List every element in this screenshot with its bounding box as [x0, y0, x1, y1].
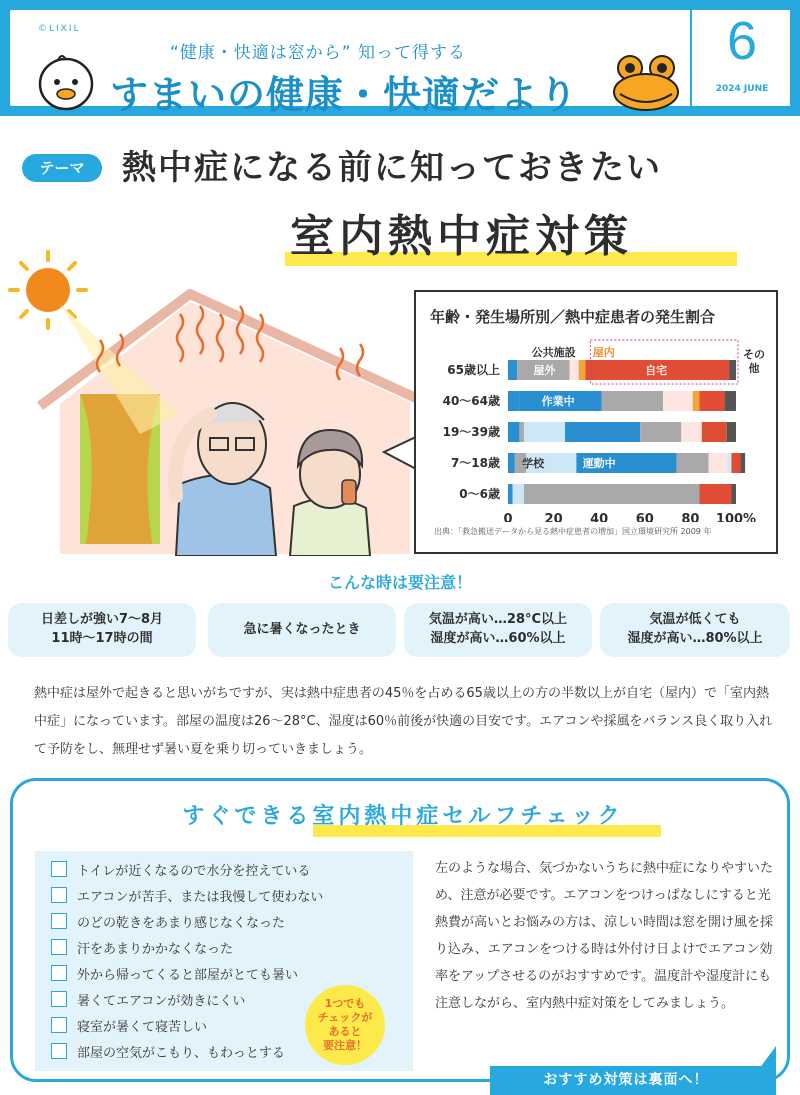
chart-panel — [414, 290, 778, 554]
issue-number: 6 — [726, 11, 758, 71]
bar-segment — [677, 453, 709, 473]
segment-label: 屋内 — [592, 346, 615, 359]
checkbox[interactable] — [51, 1043, 67, 1059]
checkbox[interactable] — [51, 887, 67, 903]
frog-mascot-icon — [610, 54, 682, 112]
checklist-item[interactable] — [51, 1013, 207, 1037]
checklist-item-label: 暑くてエアコンが効きにくい — [77, 993, 246, 1009]
checklist-item[interactable] — [51, 883, 323, 907]
segment-label: 屋外 — [533, 364, 556, 377]
bar-segment — [731, 453, 740, 473]
selfcheck-panel — [10, 778, 790, 1082]
next-page-banner[interactable]: おすすめ対策は裏面へ！ — [490, 1066, 762, 1095]
checklist-item[interactable] — [51, 909, 285, 933]
category-label: 19〜39歳 — [442, 425, 500, 439]
newsletter-title: すまいの健康・快適だより — [110, 73, 579, 117]
heat-illustration — [0, 244, 420, 556]
x-tick-label: 0 — [503, 512, 513, 522]
header — [0, 0, 800, 116]
checkbox[interactable] — [51, 965, 67, 981]
warning-badge: 1つでも チェックが あると 要注意！ — [305, 985, 385, 1065]
bar-segment — [508, 453, 515, 473]
caution-item: 急に暑くなったとき — [208, 603, 396, 657]
checklist-item[interactable] — [51, 1039, 285, 1063]
bar-segment — [709, 453, 727, 473]
selfcheck-title — [13, 799, 793, 830]
bar-segment — [681, 422, 702, 442]
checklist-item[interactable] — [51, 857, 310, 881]
category-label: 40〜64歳 — [442, 394, 500, 408]
bar-segment — [579, 360, 586, 380]
segment-label: 公共施設 — [531, 346, 576, 359]
bar-segment — [700, 391, 725, 411]
selfcheck-title-highlight: 室内熱中症セルフチェック — [312, 804, 624, 829]
checklist-item-label: 寝室が暑くて寝苦しい — [77, 1019, 208, 1035]
bar-segment — [565, 422, 640, 442]
x-tick-label: 20 — [544, 512, 563, 522]
theme-heading: 熱中症になる前に知っておきたい — [122, 148, 662, 188]
category-label: 0〜6歳 — [459, 487, 500, 501]
bar-segment — [727, 453, 732, 473]
checklist-item[interactable] — [51, 961, 298, 985]
x-tick-label: 40 — [590, 512, 609, 522]
theme-title: 室内熱中症対策 — [290, 211, 633, 262]
checkbox[interactable] — [51, 991, 67, 1007]
sun-icon — [10, 252, 86, 328]
bar-segment — [640, 422, 681, 442]
intro-paragraph: 熱中症は屋外で起きると思いがちですが、実は熱中症患者の45％を占める65歳以上の方の半数以上が自宅（屋内）で「室内熱中症」になっています。部屋の温度は26〜28°C、湿度は60％前後が快適の目安です。エアコンや採風をバランス良く取り入れて予防をし、無理せず暑い夏を乗り切っていきましょう。 — [34, 686, 773, 757]
selfcheck-title-prefix: すぐできる — [182, 804, 313, 829]
segment-label: 自宅 — [645, 364, 668, 377]
brand-mark: ©LIXIL — [38, 24, 81, 34]
bar-segment — [508, 391, 519, 411]
bar-segment — [508, 360, 517, 380]
caution-item: 日差しが強い7〜8月 11時〜17時の間 — [8, 603, 196, 657]
category-label: 7〜18歳 — [450, 456, 500, 470]
x-tick-label: 60 — [635, 512, 654, 522]
bar-segment — [601, 391, 663, 411]
caution-item: 気温が高い…28°C以上 湿度が高い…60%以上 — [404, 603, 592, 657]
bar-segment — [731, 484, 736, 504]
newsletter-subtitle: “健康・快適は窓から” 知って得する — [170, 43, 467, 63]
segment-label: 運動中 — [582, 457, 616, 470]
bar-segment — [570, 360, 579, 380]
chick-mascot-icon — [36, 54, 96, 112]
segment-label: 他 — [748, 362, 760, 375]
theme-badge: テーマ — [22, 154, 102, 182]
bar-segment — [513, 484, 524, 504]
bar-segment — [729, 360, 736, 380]
checkbox[interactable] — [51, 861, 67, 877]
caution-title: こんな時は要注意！ — [327, 573, 472, 592]
x-tick-label: 80 — [681, 512, 700, 522]
checklist-item-label: エアコンが苦手、または我慢して使わない — [77, 889, 324, 905]
checklist-item[interactable] — [51, 987, 245, 1011]
bar-segment — [702, 422, 727, 442]
bar-segment — [725, 391, 736, 411]
segment-label: 作業中 — [541, 395, 575, 408]
checklist-item-label: 汗をあまりかかなくなった — [77, 941, 234, 957]
bar-segment — [663, 391, 693, 411]
checkbox[interactable] — [51, 1017, 67, 1033]
chart-title: 年齢・発生場所別／熱中症患者の発生割合 — [430, 308, 716, 326]
issue-date: 2024 JUNE — [715, 84, 769, 94]
checkbox[interactable] — [51, 913, 67, 929]
checklist-item-label: 部屋の空気がこもり、もわっとする — [77, 1045, 285, 1061]
chart-source: 出典：「救急搬送データから見る熱中症患者の増加」国立環境研究所 2009 年 — [434, 527, 712, 536]
bar-segment — [693, 391, 700, 411]
checklist-item-label: 外から帰ってくると部屋がとても暑い — [77, 967, 299, 983]
checklist-item[interactable] — [51, 935, 233, 959]
issue-box — [690, 10, 790, 106]
category-label: 65歳以上 — [447, 363, 500, 377]
selfcheck-advice: 左のような場合、気づかないうちに熱中症になりやすいため、注意が必要です。エアコンをつけっぱなしにすると光熱費が高いとお悩みの方は、涼しい時間は窓を開け風を採り込み、エアコンをつける時は外付け日よけでエアコン効率をアップさせるのがおすすめです。温度計や湿度計にも注意しながら、室内熱中症対策をしてみましょう。 — [435, 861, 774, 1011]
bar-segment — [508, 422, 519, 442]
header-panel — [10, 10, 790, 117]
stacked-bar-chart — [416, 332, 776, 522]
bar-segment — [741, 453, 746, 473]
bar-segment — [508, 484, 513, 504]
checklist-item-label: のどの乾きをあまり感じなくなった — [77, 915, 286, 931]
checklist-item-label: トイレが近くなるので水分を控えている — [77, 863, 311, 879]
x-tick-label: 100% — [715, 512, 757, 522]
caution-item: 気温が低くても 湿度が高い…80%以上 — [600, 603, 790, 657]
bar-segment — [727, 422, 736, 442]
bar-segment — [700, 484, 732, 504]
bar-segment — [519, 422, 524, 442]
segment-label: その — [743, 348, 765, 361]
bar-segment — [524, 422, 565, 442]
bar-segment — [524, 484, 700, 504]
checkbox[interactable] — [51, 939, 67, 955]
segment-label: 学校 — [522, 457, 545, 470]
